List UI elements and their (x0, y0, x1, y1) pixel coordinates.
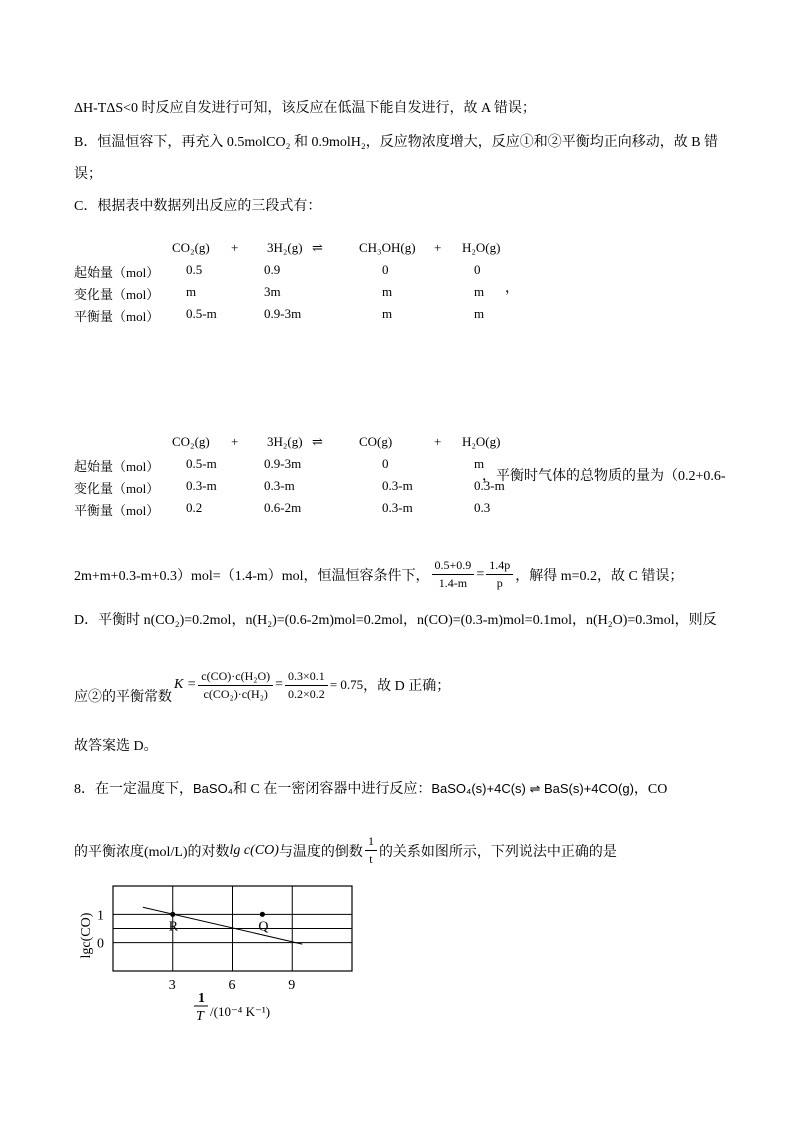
fraction-1-num: 0.5+0.9 (432, 558, 475, 575)
text-line-3: 误； (74, 167, 102, 182)
table-cell: 0.3-m (382, 500, 413, 515)
text-line-5 (74, 558, 683, 591)
table-header-cell: + (434, 240, 442, 255)
table-header-cell: H₂O(g) (462, 240, 501, 255)
point-label-q: Q (258, 919, 269, 935)
table-cell: 0.3-m (264, 478, 295, 493)
table-row-label: 变化量（mol） (74, 481, 160, 496)
text-line-8: 故答案选 D。 (74, 739, 158, 754)
table-header-cell: + (231, 434, 239, 449)
x-tick-label: 6 (228, 978, 236, 993)
y-axis-label: lgc(CO) (79, 912, 94, 959)
table-cell: m (474, 306, 485, 321)
k-fraction-2 (285, 669, 328, 702)
table-cell: 0 (382, 262, 389, 277)
point-r (170, 912, 175, 917)
three-stage-table-1 (74, 240, 534, 330)
three-stage-table-2 (74, 434, 505, 524)
table-cell: 0.3 (474, 500, 491, 515)
line5-eq: = (476, 566, 485, 582)
table-header-cell: 3H₂(g) (267, 240, 303, 255)
table-cell: 0.9-3m (264, 456, 302, 471)
k-fraction-2-num: 0.3×0.1 (285, 669, 328, 686)
q8-b: 和 C 在一密闭容器中进行反应： (233, 782, 432, 797)
table-cell: 0.3-m (186, 478, 217, 493)
fraction-2-den: p (496, 576, 503, 590)
table-cell: 0.2 (186, 500, 203, 515)
q9-b: 与温度的倒数 (278, 844, 363, 860)
line7-result: = 0.75 (329, 677, 364, 692)
q9-fraction-num: 1 (365, 834, 377, 851)
q8-equation: BaSO₄(s)+4C(s) ⇌ BaS(s)+4CO(g) (431, 781, 634, 796)
table-cell: 0.3-m (474, 478, 505, 493)
table-header-cell: CH₃OH(g) (359, 240, 416, 255)
table-cell: 0.9-3m (264, 306, 302, 321)
k-fraction-1-num: c(CO)·c(H₂O) (198, 669, 273, 686)
table-cell: m (186, 284, 197, 299)
table-cell: m (474, 456, 485, 471)
table-cell: 0.5-m (186, 306, 217, 321)
table-cell: m (382, 284, 393, 299)
q9-fraction (365, 834, 377, 867)
table-cell: 0.3-m (382, 478, 413, 493)
fraction-1-den: 1.4-m (438, 576, 468, 590)
table-header-cell: + (231, 240, 239, 255)
q9-a: 的平衡浓度(mol/L)的对数 (74, 844, 230, 860)
k-fraction-2-den: 0.2×0.2 (288, 686, 325, 701)
table-header-cell: 3H₂(g) (267, 434, 303, 449)
table-row-label: 变化量（mol） (74, 287, 160, 302)
k-fraction-1-den: c(CO₂)·c(H₂) (203, 686, 268, 701)
table-cell: m (474, 284, 485, 299)
x-axis-label-num: 1 (198, 991, 205, 1006)
table-cell: 3m (264, 284, 281, 299)
q9-fraction-den: t (369, 852, 373, 866)
table-header-cell: CO₂(g) (172, 240, 210, 255)
fraction-1 (432, 558, 475, 591)
table-header-cell: H₂O(g) (462, 434, 501, 449)
q8-a: 8．在一定温度下， (74, 782, 193, 797)
question-8-line-1 (74, 780, 667, 799)
series-line (143, 907, 302, 944)
table-header-cell: CO₂(g) (172, 434, 210, 449)
table-row-label: 起始量（mol） (74, 459, 160, 474)
y-tick-label: 1 (97, 908, 104, 924)
table-cell: 0.9 (264, 262, 281, 277)
q9-c: 的关系如图所示，下列说法中正确的是 (378, 844, 617, 860)
table2-note: ，平衡时气体的总物质的量为（0.2+0.6- (482, 469, 726, 484)
line7-pre: 应②的平衡常数 (74, 690, 172, 705)
table-cell: 0 (382, 456, 389, 471)
k-fraction-1 (198, 669, 273, 702)
table-header-cell: ⇌ (312, 434, 323, 449)
table-cell: 0.5 (186, 262, 203, 277)
line7-post: ，故 D 正确； (363, 679, 451, 694)
text-line-2: B．恒温恒容下，再充入 0.5molCO₂ 和 0.9molH₂，反应物浓度增大，反应①和②平衡均正向移动，故 B 错 (74, 135, 719, 150)
trailing-comma: ， (505, 281, 519, 296)
table-row-label: 平衡量（mol） (74, 309, 160, 324)
q8-baso4: BaSO₄ (193, 781, 233, 796)
fraction-2-num: 1.4p (486, 558, 513, 575)
x-axis-label-unit: /(10⁻⁴ K⁻¹) (210, 1004, 271, 1019)
line5-pre: 2m+m+0.3-m+0.3）mol=（1.4-m）mol，恒温恒容条件下， (74, 568, 430, 584)
table-cell: m (382, 306, 393, 321)
text-line-4: C．根据表中数据列出反应的三段式有： (74, 199, 322, 214)
line7-K: K = (174, 677, 197, 692)
text-line-1: ΔH-TΔS<0 时反应自发进行可知，该反应在低温下能自发进行，故 A 错误； (74, 101, 536, 116)
table-row-label: 起始量（mol） (74, 265, 160, 280)
table-header-cell: ⇌ (312, 240, 323, 255)
table-cell: 0.5-m (186, 456, 217, 471)
x-tick-label: 3 (168, 978, 176, 993)
text-line-6: D．平衡时 n(CO₂)=0.2mol，n(H₂)=(0.6-2m)mol=0.2mol，n(CO)=(0.3-m)mol=0.1mol，n(H₂O)=0.3mol，则反 (74, 613, 717, 628)
x-axis-label-den: T (196, 1009, 204, 1024)
table-cell: 0 (474, 262, 481, 277)
table-header-cell: + (434, 434, 442, 449)
table-row-label: 平衡量（mol） (74, 503, 160, 518)
line7-eq1: = (275, 677, 284, 692)
q8-c: ，CO (633, 782, 668, 797)
fraction-2 (486, 558, 513, 591)
line5-post: ，解得 m=0.2，故 C 错误； (515, 568, 684, 584)
x-tick-label: 9 (288, 978, 296, 993)
table-header-cell: CO(g) (359, 434, 393, 449)
table-cell: 0.6-2m (264, 500, 302, 515)
question-8-line-2 (74, 834, 617, 867)
y-tick-label: 0 (97, 936, 104, 952)
text-line-7 (74, 664, 450, 706)
lgc-co-vs-inverse-t-chart (70, 878, 370, 1028)
point-q (260, 912, 265, 917)
q9-lg: lg c(CO) (229, 842, 279, 858)
point-label-r: R (168, 919, 179, 935)
